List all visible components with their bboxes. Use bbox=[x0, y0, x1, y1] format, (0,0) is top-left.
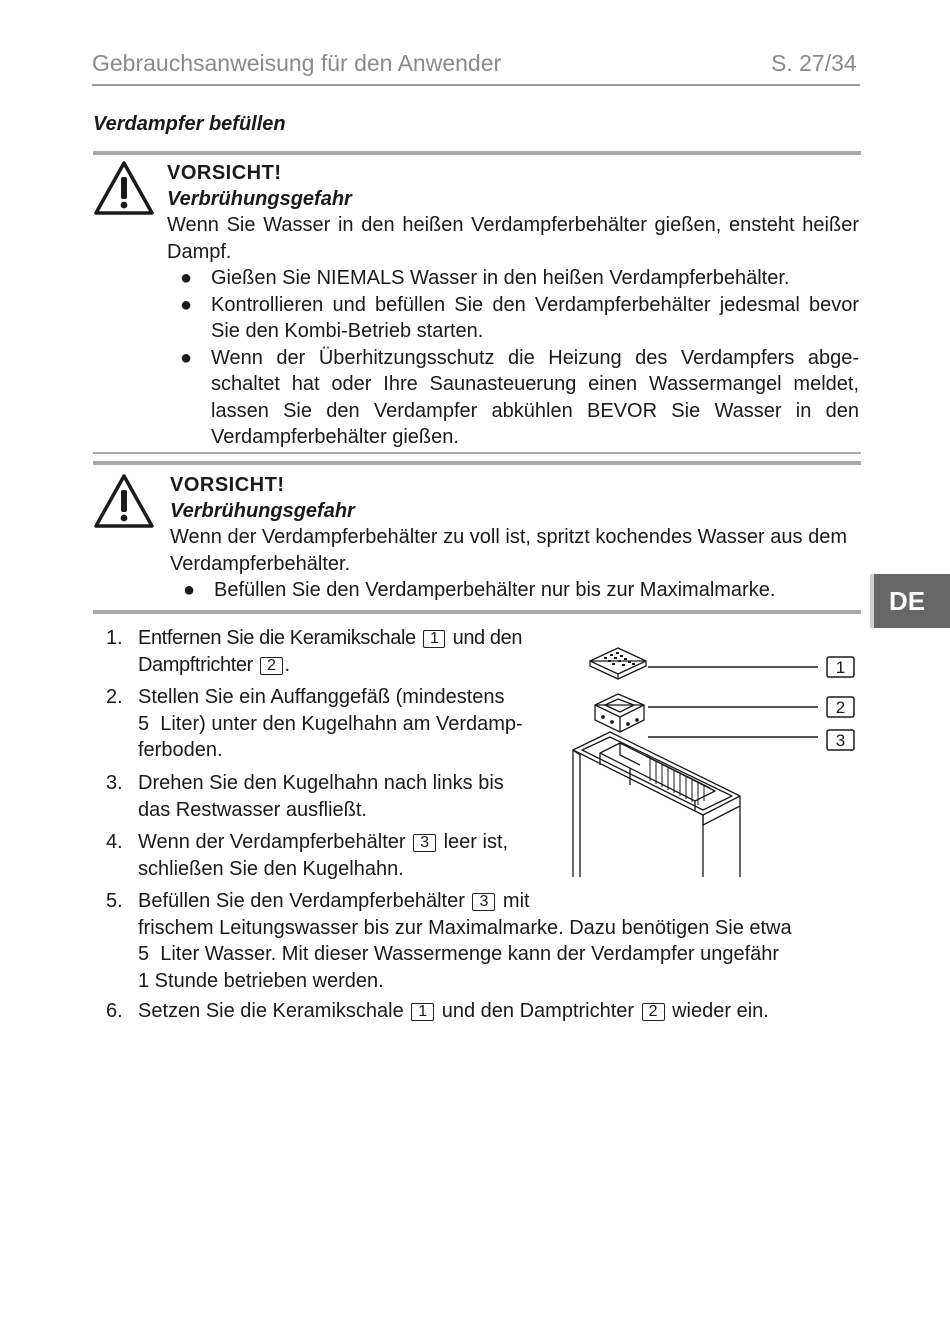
bullet-dot: ● bbox=[180, 346, 193, 369]
callout-1-label: 1 bbox=[835, 658, 846, 677]
callout-2-label: 2 bbox=[835, 698, 846, 717]
step-text: mit bbox=[502, 890, 530, 912]
language-tab: DE bbox=[870, 574, 950, 628]
warning-1 bbox=[167, 160, 859, 451]
ref-box: 2 bbox=[642, 1003, 665, 1021]
step-text: 5 Liter) unter den Kugelhahn am Verdamp- bbox=[138, 712, 523, 735]
warning-bullet bbox=[167, 265, 859, 292]
step-number: 3. bbox=[106, 772, 123, 794]
warning-triangle-icon bbox=[93, 160, 155, 216]
step-text: das Restwasser ausfließt. bbox=[138, 798, 367, 821]
step-text: . bbox=[284, 653, 290, 676]
header-title: Gebrauchsanweisung für den Anwender bbox=[92, 50, 502, 76]
step-text: wieder ein. bbox=[672, 1000, 769, 1022]
warning-2 bbox=[170, 472, 860, 604]
header-divider bbox=[92, 84, 860, 86]
warning-1-top-rule bbox=[93, 151, 861, 155]
warning-text: Wenn Sie Wasser in den heißen Verdampferbehälter gießen, ensteht heißer Dampf. bbox=[167, 214, 859, 263]
section-title: Verdampfer befüllen bbox=[93, 113, 286, 135]
step-text: frischem Leitungswasser bis zur Maximalmarke. Dazu benötigen Sie etwa bbox=[138, 916, 792, 939]
step-text: Entfernen Sie die Keramikschale bbox=[138, 627, 416, 649]
caution-label: VORSICHT! bbox=[170, 474, 285, 496]
ref-box: 3 bbox=[413, 834, 436, 852]
step-text: und den Damptrichter bbox=[441, 1000, 635, 1022]
step-text: 5 Liter Wasser. Mit dieser Wassermenge kann der Verdampfer ungefähr bbox=[138, 943, 780, 965]
step-text: Stellen Sie ein Auffanggefäß (mindestens bbox=[138, 686, 505, 708]
bullet-dot: ● bbox=[180, 293, 193, 316]
bullet-text: Gießen Sie NIEMALS Wasser in den heißen Verdampferbehälter. bbox=[211, 267, 790, 289]
step-number: 5. bbox=[106, 890, 123, 912]
step-number: 1. bbox=[106, 627, 123, 649]
ref-box: 3 bbox=[472, 893, 495, 911]
ref-box: 1 bbox=[423, 630, 446, 648]
step-text: Wenn der Verdampferbehälter bbox=[138, 831, 406, 853]
step-text: Dampftrichter bbox=[138, 653, 253, 676]
warning-2-bottom-rule bbox=[93, 610, 861, 614]
hazard-label: Verbrühungsgefahr bbox=[170, 500, 355, 522]
page-number: S. 27/34 bbox=[771, 50, 857, 76]
step-number: 6. bbox=[106, 1000, 123, 1022]
ref-box: 2 bbox=[260, 657, 283, 675]
step-text: Befüllen Sie den Verdampferbehälter bbox=[138, 890, 465, 912]
step-number: 2. bbox=[106, 686, 123, 708]
bullet-text: Befüllen Sie den Verdamperbehälter nur bis zur Maximalmarke. bbox=[214, 579, 776, 601]
bullet-text: Wenn der Überhitzungsschutz die Heizung des Verdampfers abge-schaltet hat oder Ihre Saunasteuerung einen Wassermangel meldet, lassen Sie den Verdampfer abkühlen BEVOR Sie Wasser in den Verdampferbehälter gießen. bbox=[211, 346, 859, 448]
bullet-dot: ● bbox=[180, 267, 193, 289]
caution-label: VORSICHT! bbox=[167, 162, 282, 184]
ref-box: 1 bbox=[411, 1003, 434, 1021]
step-text: leer ist, bbox=[443, 831, 509, 853]
step-text: Drehen Sie den Kugelhahn nach links bis bbox=[138, 772, 504, 794]
hazard-label: Verbrühungsgefahr bbox=[167, 188, 352, 210]
step-text: und den bbox=[452, 627, 523, 649]
callout-3-label: 3 bbox=[835, 731, 846, 750]
warning-bullet bbox=[167, 345, 859, 451]
bullet-dot: ● bbox=[183, 579, 196, 601]
step-text: ferboden. bbox=[138, 739, 223, 761]
bullet-text: Kontrollieren und befüllen Sie den Verdampferbehälter jedesmal bevor Sie den Kombi-Betrieb starten. bbox=[211, 293, 859, 342]
warning-1-bottom-rule bbox=[93, 452, 861, 454]
step-text: Setzen Sie die Keramikschale bbox=[138, 1000, 404, 1022]
step-text: schließen Sie den Kugelhahn. bbox=[138, 857, 404, 880]
evaporator-illustration bbox=[570, 625, 860, 880]
step-number: 4. bbox=[106, 831, 123, 853]
warning-2-top-rule bbox=[93, 461, 861, 465]
warning-bullet bbox=[167, 292, 859, 345]
warning-text: Wenn der Verdampferbehälter zu voll ist, spritzt kochendes Wasser aus dem Verdampferbehälter. bbox=[170, 526, 847, 575]
warning-bullet bbox=[170, 577, 860, 604]
warning-triangle-icon bbox=[93, 473, 155, 529]
step-text: 1 Stunde betrieben werden. bbox=[138, 969, 384, 992]
